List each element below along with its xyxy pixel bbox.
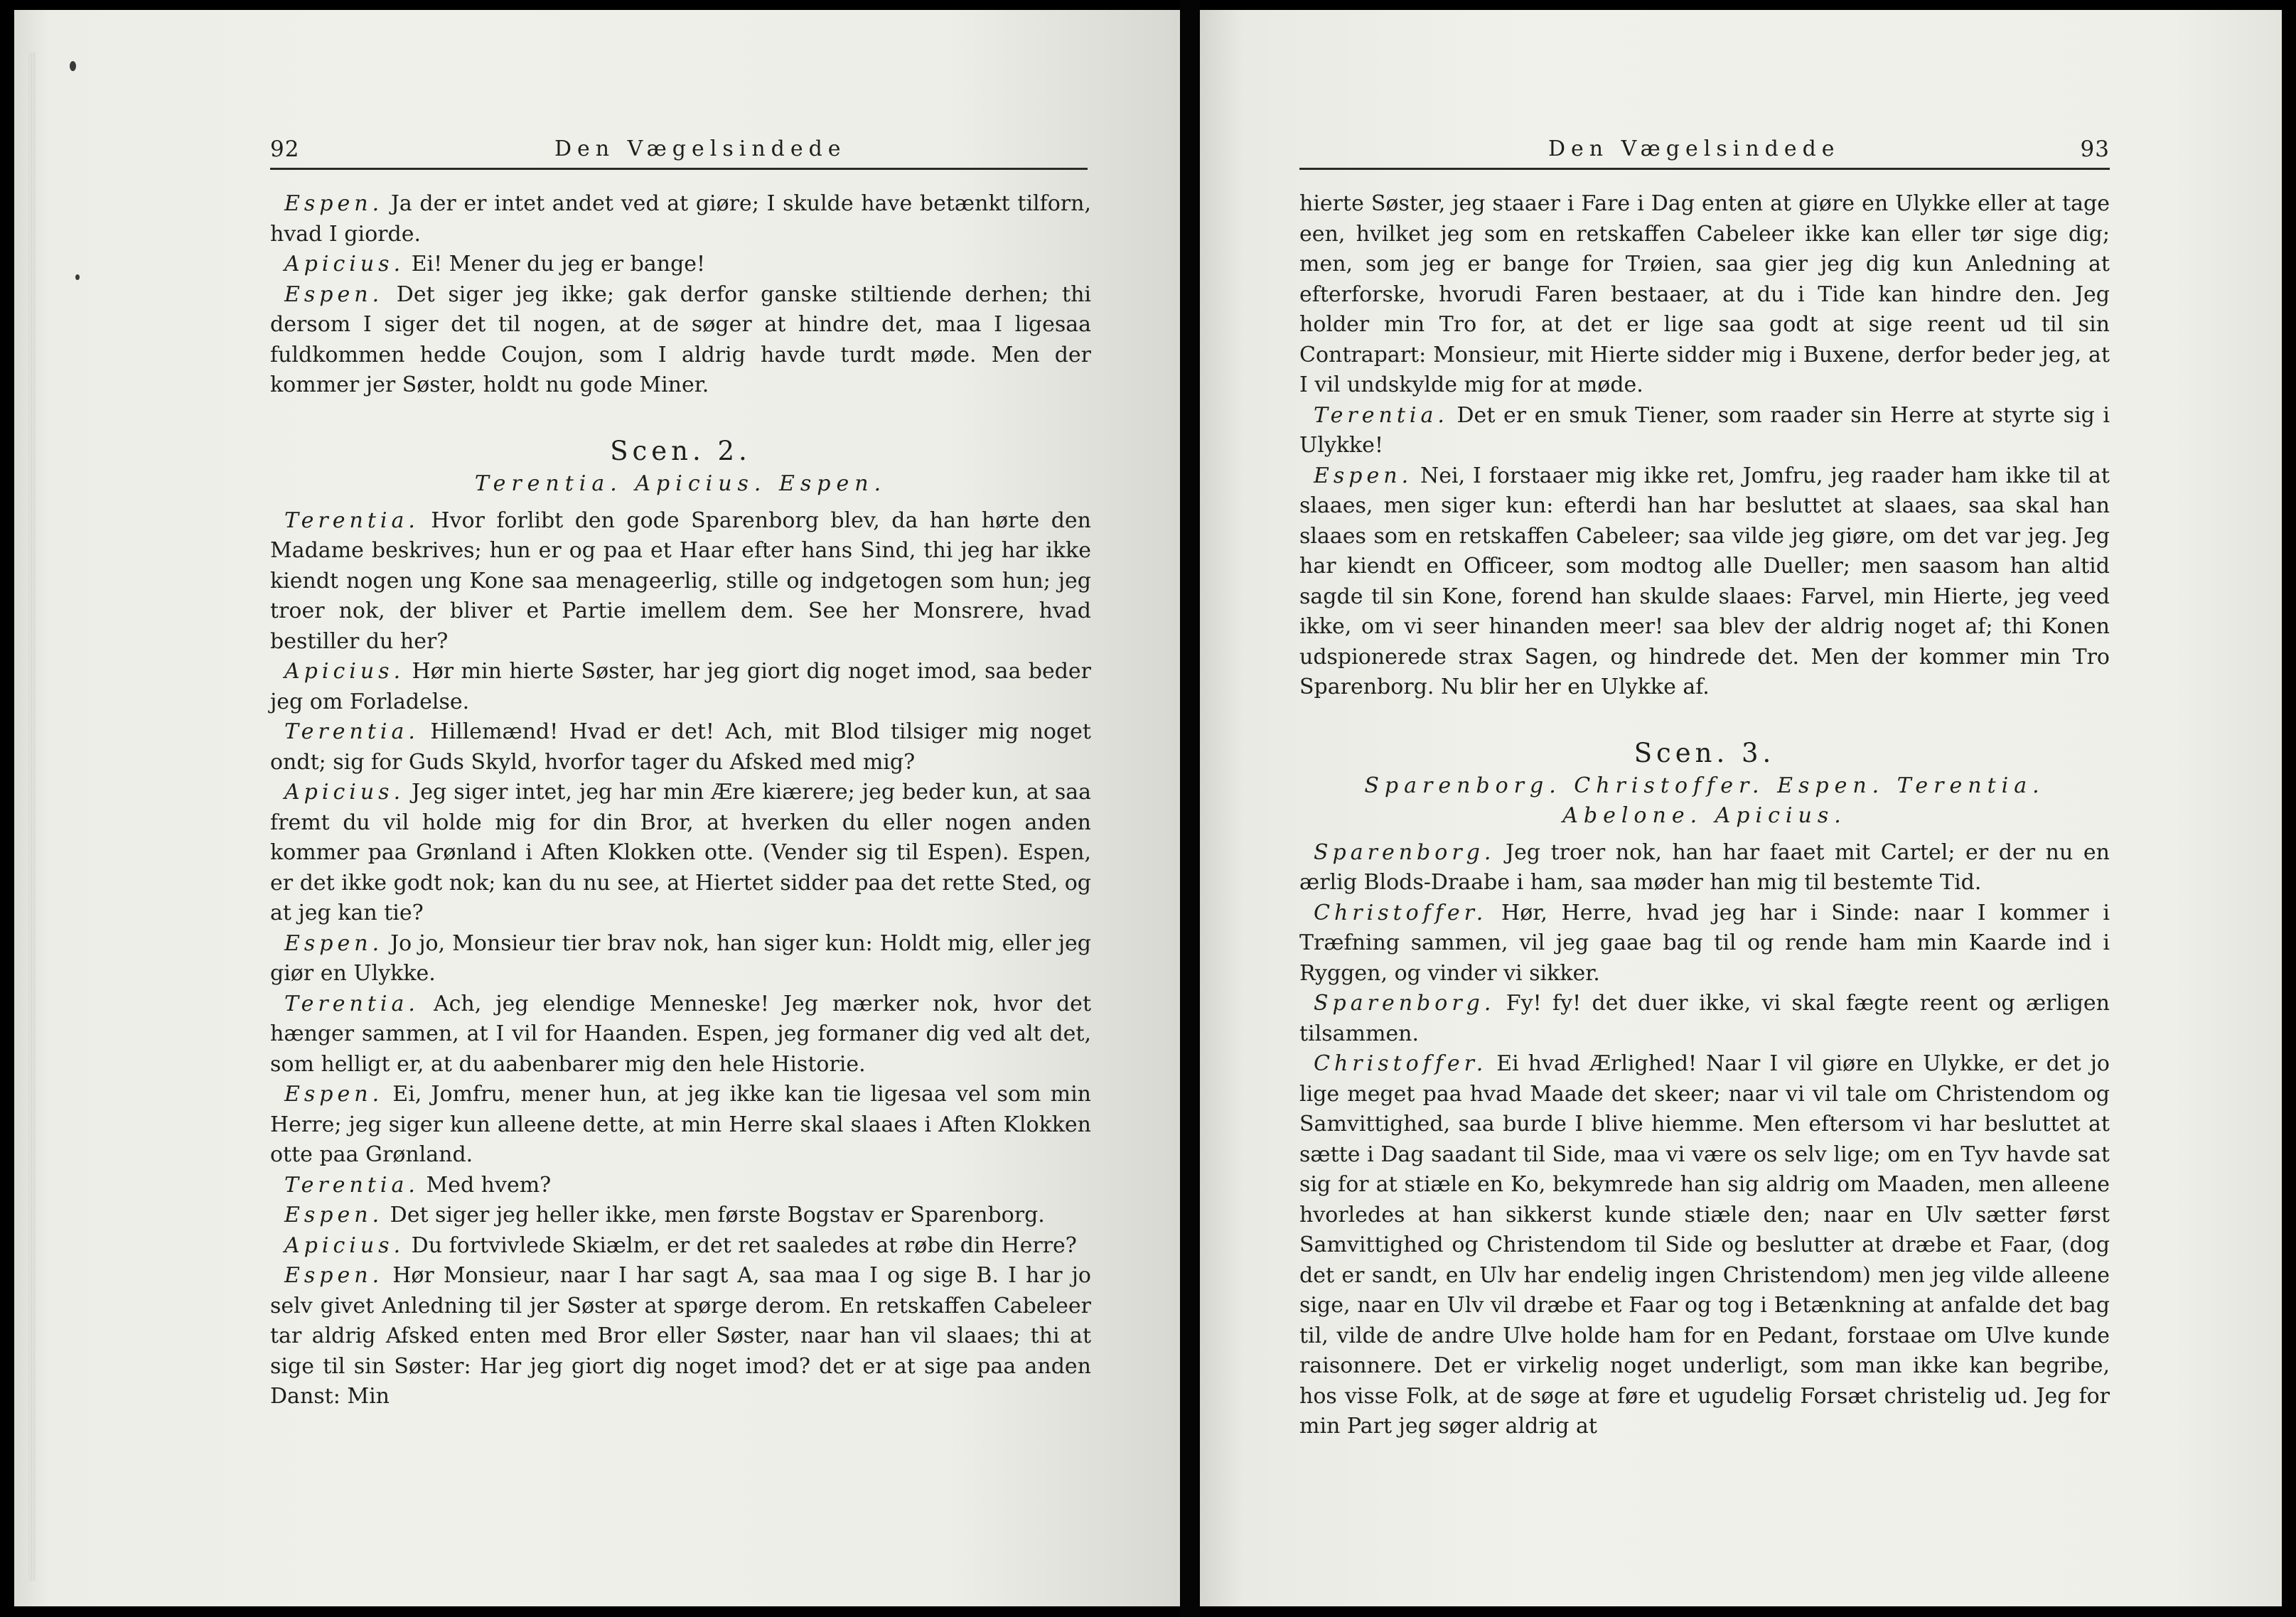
speaker-name: Espen. — [284, 1082, 384, 1107]
dialogue-text: Hvor forlibt den gode Sparenborg blev, da han hørte den Madame beskrives; hun er og paa et Haar efter hans Sind, thi jeg har ikke kiendt nogen ung Kone saa menageerlig, stille og indgetogen som hun; jeg troer nok, der bliver et Partie imellem dem. See her Monsrere, hvad bestiller du her? — [270, 507, 1091, 654]
dialogue-text: Jeg troer nok, han har faaet mit Cartel; er der nu en ærlig Blods-Draabe i ham, saa møder han mig til bestemte Tid. — [1299, 839, 2110, 895]
page-number: 92 — [270, 136, 300, 162]
speaker-name: Apicius. — [284, 780, 405, 805]
dialogue-paragraph — [1299, 898, 2110, 989]
speaker-name: Espen. — [1314, 463, 1413, 488]
dialogue-paragraph — [270, 1171, 1091, 1201]
dialogue-text: Det siger jeg ikke; gak derfor ganske stiltiende derhen; thi dersom I siger det til nogen, at de søger at hindre det, maa I ligesaa fuldkommen hedde Coujon, som I aldrig havde turdt møde. Men der kommer jer Søster, holdt nu gode Miner. — [270, 281, 1091, 397]
running-title: Den Vægelsindede — [554, 136, 847, 161]
speaker-name: Terentia. — [284, 991, 419, 1016]
dialogue-text: Du fortvivlede Skiælm, er det ret saaledes at røbe din Herre? — [404, 1232, 1077, 1258]
speaker-name: Espen. — [284, 930, 384, 956]
speaker-name: Christoffer. — [1314, 900, 1488, 925]
right-text-column — [1299, 189, 2110, 1442]
dialogue-paragraph — [1299, 989, 2110, 1049]
speaker-name: Espen. — [284, 1203, 384, 1227]
speaker-name: Espen. — [284, 1263, 384, 1288]
dialogue-text: Ach, jeg elendige Menneske! Jeg mærker nok, hvor det hænger sammen, at I vil for Haanden. Espen, jeg formaner dig ved alt det, som helligt er, at du aabenbarer mig den hele Historie. — [270, 991, 1091, 1077]
dialogue-paragraph — [1299, 838, 2110, 898]
dialogue-paragraph — [1299, 461, 2110, 703]
dialogue-paragraph — [270, 717, 1091, 778]
scene-cast-list: Terentia. Apicius. Espen. — [474, 471, 887, 496]
scene-heading: Scen. 2. — [610, 435, 751, 466]
dialogue-paragraph — [270, 189, 1091, 249]
page-edge-stack — [28, 53, 36, 1581]
left-text-column — [270, 189, 1091, 1412]
speaker-name: Apicius. — [284, 659, 405, 684]
dialogue-text: hierte Søster, jeg staaer i Fare i Dag enten at giøre en Ulykke eller at tage een, hvilket jeg som en retskaffen Cabeleer ikke kan eller tør sige dig; men, som jeg er bange for Trøien, saa gier jeg dig kun Anledning at efterforske, hvorudi Faren bestaaer, at du i Tide kan hindre den. Jeg holder min Tro for, at det er lige saa godt at sige reent ud til sin Contrapart: Monsieur, mit Hierte sidder mig i Buxene, derfor beder jeg, at I vil undskylde mig for at møde. — [1299, 191, 2110, 397]
dialogue-text: Med hvem? — [419, 1172, 552, 1198]
book-gutter — [1180, 0, 1200, 1617]
scene-cast-list: Sparenborg. Christoffer. Espen. Terentia. Abelone. Apicius. — [1364, 773, 2045, 828]
speaker-name: Terentia. — [284, 719, 419, 744]
dialogue-paragraph — [270, 280, 1091, 401]
speaker-name: Espen. — [284, 191, 384, 216]
dialogue-text: Ei! Mener du jeg er bange! — [404, 252, 706, 276]
running-title: Den Vægelsindede — [1548, 136, 1840, 161]
speaker-name: Terentia. — [284, 507, 419, 533]
speaker-name: Christoffer. — [1314, 1051, 1488, 1076]
speaker-name: Sparenborg. — [1314, 839, 1496, 865]
dialogue-text: Hillemænd! Hvad er det! Ach, mit Blod tilsiger mig noget ondt; sig for Guds Skyld, hvorfor tager du Afsked med mig? — [270, 719, 1091, 775]
dialogue-paragraph — [270, 657, 1091, 717]
header-rule — [1299, 168, 2110, 170]
dialogue-text: Ei hvad Ærlighed! Naar I vil giøre en Ulykke, er det jo lige meget paa hvad Maade det skeer; naar vi vil tale om Christendom og Samvittighed, saa burde I blive hiemme. Men eftersom vi har besluttet at sætte i Dag saadant til Side, maa vi være os selv lige; om en Tyv havde sat sig for at stiæle en Ko, bekymrede han sig aldrig om Maaden, men alleene hvorledes at han sikkerst kunde stiæle den; naar en Ulv sætter først Samvittighed og Christendom til Side og beslutter at dræbe et Faar, (dog det er sandt, en Ulv har endelig ingen Christendom) men jeg vilde alleene sige, naar en Ulv vil dræbe et Faar og tog i Betænkning at anfalde det bag til, vilde de andre Ulve holde ham for en Pedant, forstaae om Ulve kunde raisonnere. Det er virkelig noget underligt, som man ikke kan begribe, hos visse Folk, at de søge at føre et ugudelig Forsæt christelig ud. Jeg for min Part jeg søger aldrig at — [1299, 1051, 2110, 1439]
header-rule — [270, 168, 1088, 170]
ink-speck — [75, 274, 80, 280]
dialogue-paragraph — [270, 778, 1091, 929]
speaker-name: Terentia. — [284, 1172, 419, 1198]
right-page-header — [1299, 129, 2110, 172]
dialogue-paragraph — [270, 1200, 1091, 1231]
dialogue-paragraph — [270, 1080, 1091, 1171]
dialogue-paragraph — [1299, 1049, 2110, 1442]
continued-paragraph — [1299, 189, 2110, 401]
dialogue-text: Hør Monsieur, naar I har sagt A, saa maa I og sige B. I har jo selv givet Anledning til jer Søster at spørge derom. En retskaffen Cabeleer tar aldrig Afsked enten med Bror eller Søster, naar han vil slaaes; thi at sige til sin Søster: Har jeg giort dig noget imod? det er at sige paa anden Danst: Min — [270, 1263, 1091, 1409]
dialogue-paragraph — [270, 249, 1091, 280]
dialogue-text: Ei, Jomfru, mener hun, at jeg ikke kan tie ligesaa vel som min Herre; jeg siger kun alleene dette, at min Herre skal slaaes i Aften Klokken otte paa Grønland. — [270, 1082, 1091, 1167]
right-page — [1200, 10, 2282, 1606]
dialogue-text: Hør min hierte Søster, har jeg giort dig noget imod, saa beder jeg om Forladelse. — [270, 659, 1091, 714]
dialogue-text: Det er en smuk Tiener, som raader sin Herre at styrte sig i Ulykke! — [1299, 402, 2110, 458]
dialogue-paragraph — [270, 1261, 1091, 1412]
dialogue-text: Ja der er intet andet ved at giøre; I skulde have betænkt tilforn, hvad I giorde. — [270, 191, 1091, 247]
page-number: 93 — [2080, 136, 2110, 162]
dialogue-text: Jo jo, Monsieur tier brav nok, han siger kun: Holdt mig, eller jeg giør en Ulykke. — [270, 930, 1091, 986]
dialogue-paragraph — [270, 506, 1091, 657]
dialogue-text: Hør, Herre, hvad jeg har i Sinde: naar I kommer i Træfning sammen, vil jeg gaae bag til og rende ham min Kaarde ind i Ryggen, og vinder vi sikker. — [1299, 900, 2110, 986]
speaker-name: Apicius. — [284, 252, 405, 276]
left-page-header — [270, 129, 1088, 172]
dialogue-paragraph — [270, 929, 1091, 989]
dialogue-text: Det siger jeg heller ikke, men første Bogstav er Sparenborg. — [383, 1203, 1045, 1227]
dialogue-paragraph — [1299, 401, 2110, 461]
dialogue-paragraph — [270, 989, 1091, 1080]
speaker-name: Espen. — [284, 281, 384, 307]
scene-heading: Scen. 3. — [1634, 737, 1776, 768]
speaker-name: Apicius. — [284, 1232, 405, 1258]
dialogue-text: Fy! fy! det duer ikke, vi skal fægte reent og ærligen tilsammen. — [1299, 991, 2110, 1046]
dialogue-text: Nei, I forstaaer mig ikke ret, Jomfru, jeg raader ham ikke til at slaaes, men siger kun: efterdi han har besluttet at slaaes, saa skal han slaaes som en retskaffen Cabeleer; saa vilde jeg giøre, om det var jeg. Jeg har kiendt en Officeer, som modtog alle Dueller; men saasom han altid sagde til sin Kone, forend han skulde slaaes: Farvel, min Hierte, jeg veed ikke, om vi seer hinanden meer! saa blev der aldrig noget af; thi Konen udspionerede strax Sagen, og hindrede det. Men der kommer min Tro Sparenborg. Nu blir her en Ulykke af. — [1299, 463, 2110, 699]
ink-speck — [70, 61, 76, 71]
speaker-name: Sparenborg. — [1314, 991, 1496, 1016]
dialogue-paragraph — [270, 1231, 1091, 1262]
speaker-name: Terentia. — [1314, 402, 1449, 428]
left-page — [14, 10, 1180, 1606]
dialogue-text: Jeg siger intet, jeg har min Ære kiærere; jeg beder kun, at saa fremt du vil holde mig for din Bror, at hverken du eller nogen anden kommer paa Grønland i Aften Klokken otte. (Vender sig til Espen). Espen, er det ikke godt nok; kan du nu see, at Hiertet sidder paa det rette Sted, og at jeg kan tie? — [270, 780, 1091, 925]
